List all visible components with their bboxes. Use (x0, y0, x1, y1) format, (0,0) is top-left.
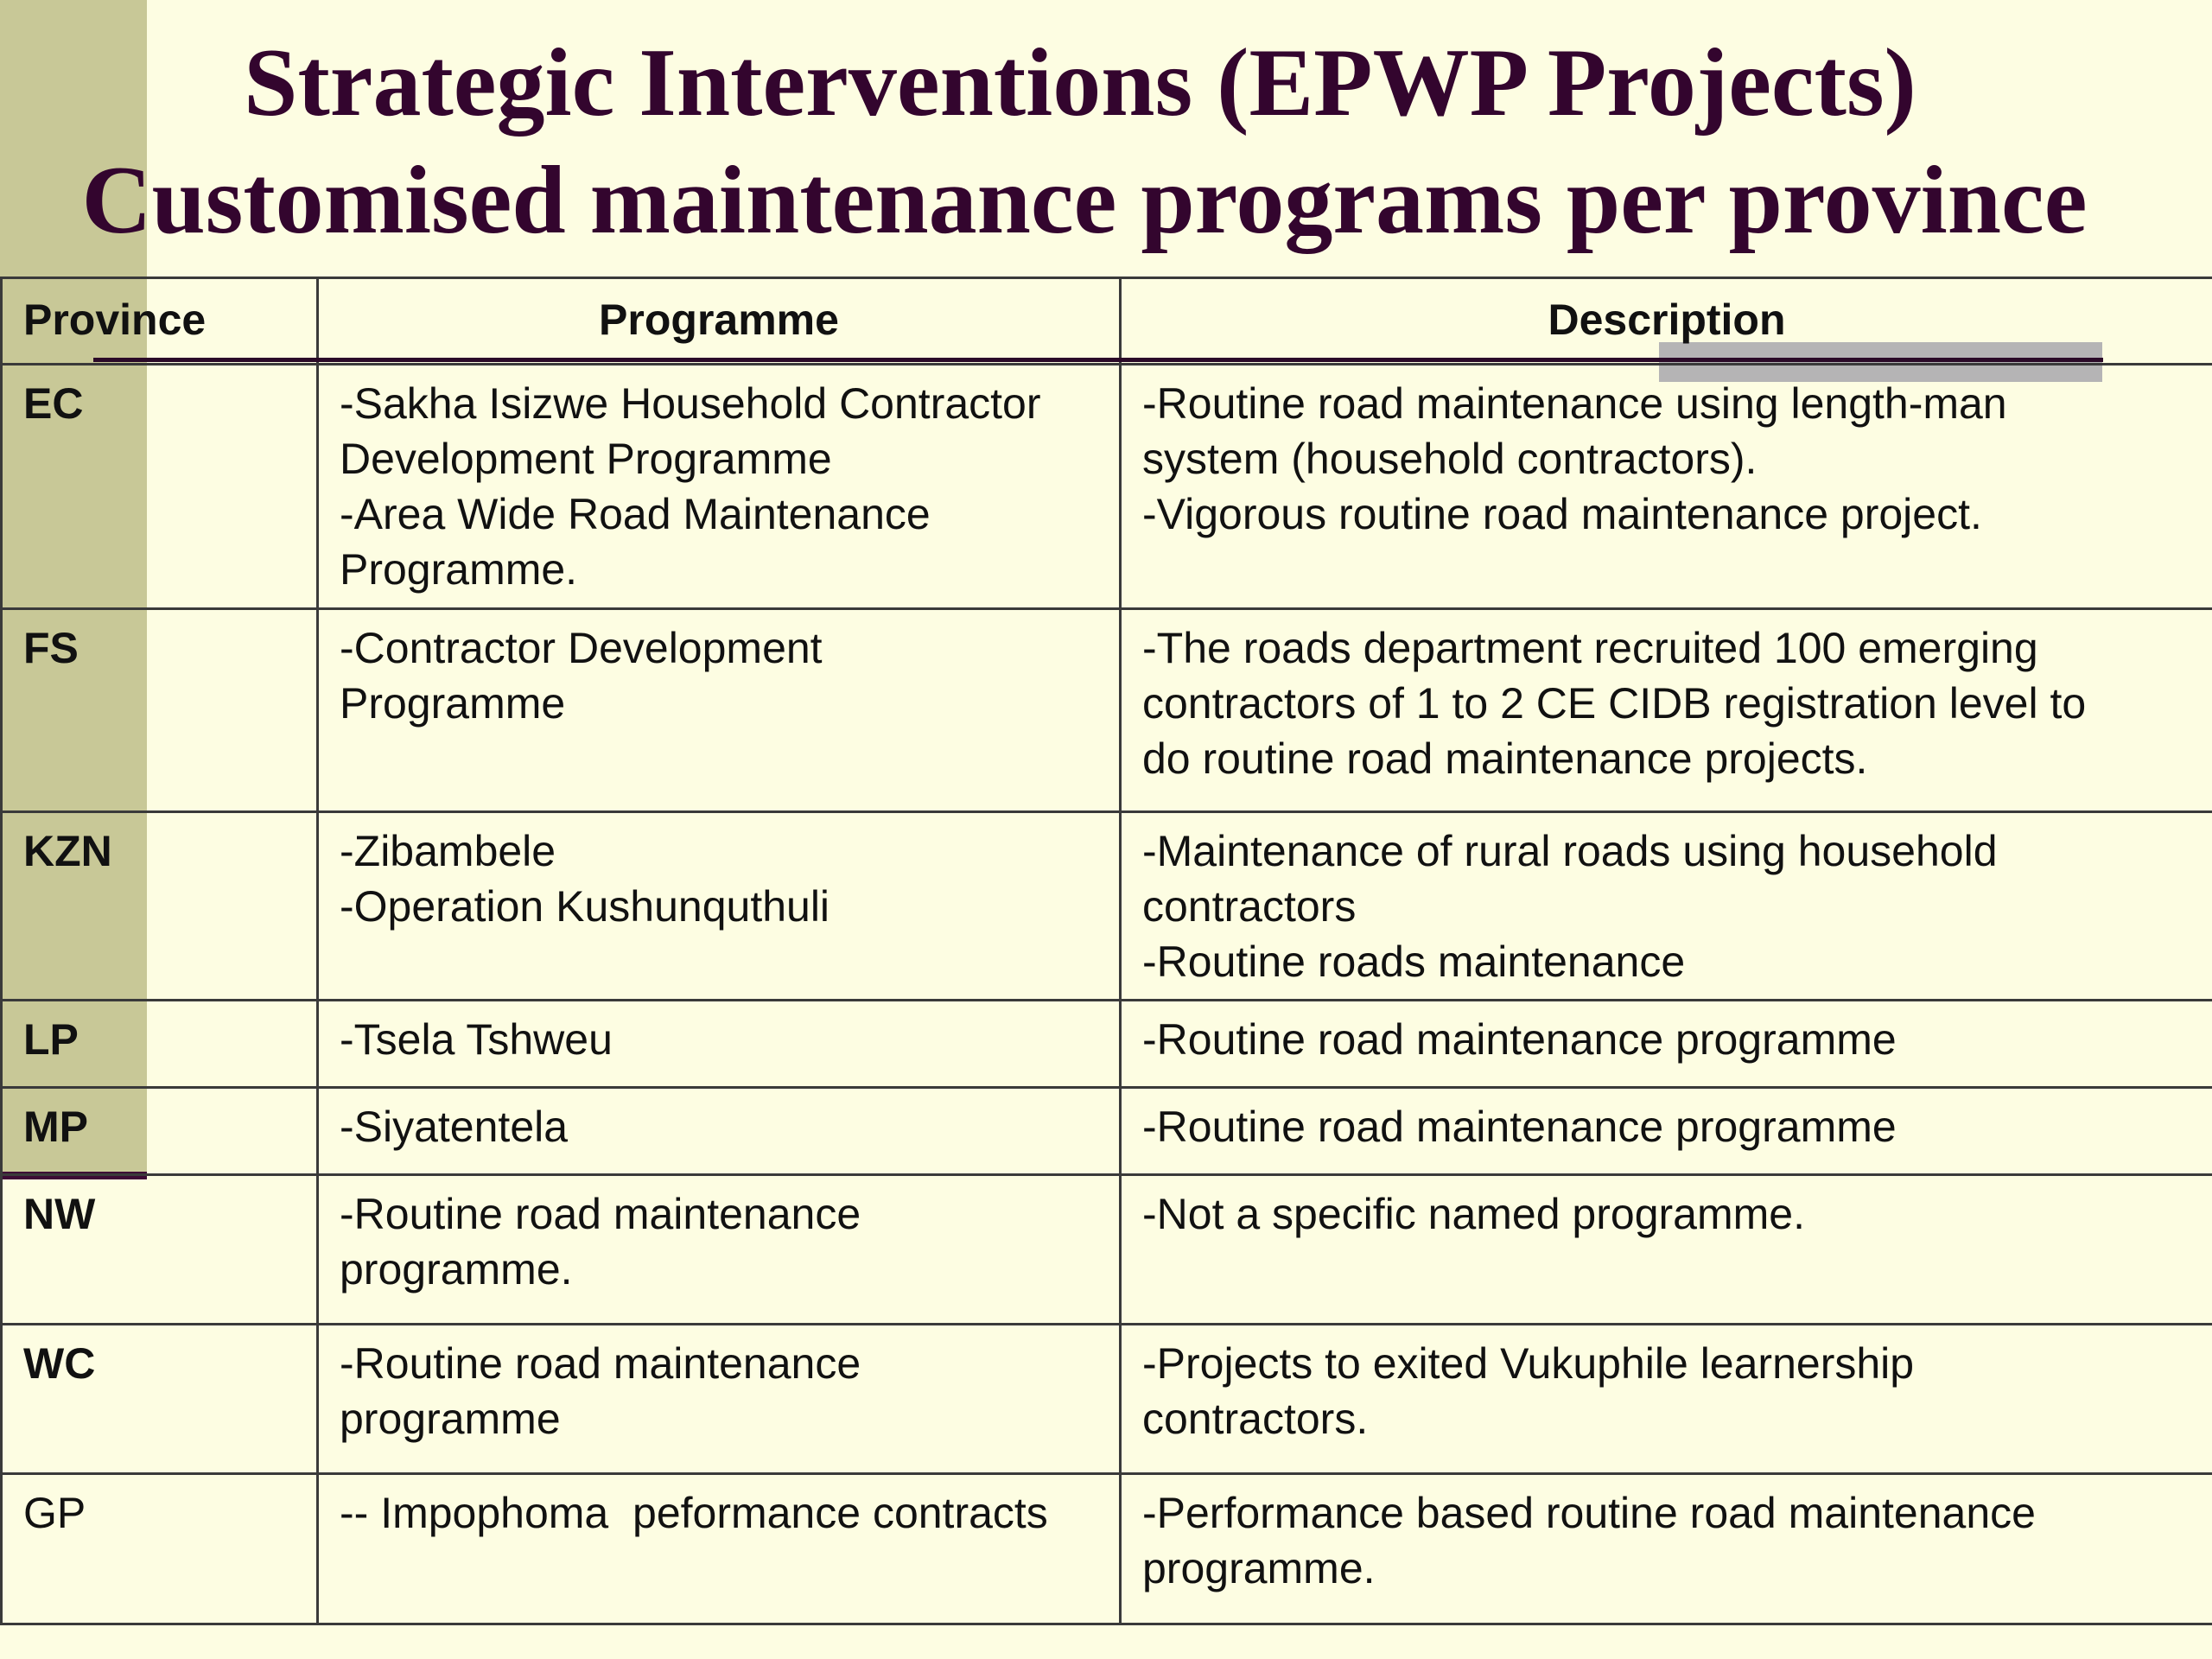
table-row (2, 609, 2212, 812)
description-line: system (household contractors). (1142, 435, 1758, 483)
cell-programme (318, 1325, 1121, 1474)
description-line: -Routine roads maintenance (1142, 938, 1686, 986)
programme-line: -Operation Kushunquthuli (340, 882, 830, 931)
programme-line: -Sakha Isizwe Household Contractor (340, 379, 1041, 428)
programme-line: -Area Wide Road Maintenance (340, 490, 931, 538)
header-underline-rule (93, 358, 2103, 362)
table-row (2, 1001, 2212, 1088)
cell-province: EC (2, 365, 318, 609)
programme-line: -Zibambele (340, 827, 556, 875)
table-row (2, 1088, 2212, 1175)
cell-programme (318, 812, 1121, 1001)
cell-description (1121, 1088, 2212, 1175)
header-description: Description (1121, 278, 2212, 365)
cell-programme (318, 1001, 1121, 1088)
programme-line: -Routine road maintenance (340, 1190, 861, 1238)
cell-description (1121, 1175, 2212, 1325)
programme-line: Development Programme (340, 435, 832, 483)
cell-description (1121, 609, 2212, 812)
cell-province: WC (2, 1325, 318, 1474)
cell-province: NW (2, 1175, 318, 1325)
table-row (2, 365, 2212, 609)
table-header-row (2, 278, 2212, 365)
cell-programme (318, 609, 1121, 812)
programme-line: -Routine road maintenance (340, 1339, 861, 1388)
cell-programme (318, 1175, 1121, 1325)
description-line: -Routine road maintenance programme (1142, 1015, 1897, 1064)
cell-province: KZN (2, 812, 318, 1001)
description-line: do routine road maintenance projects. (1142, 734, 1868, 783)
description-line: -Maintenance of rural roads using household (1142, 827, 1998, 875)
description-line: -The roads department recruited 100 emerging (1142, 624, 2038, 672)
table-body (2, 365, 2212, 1624)
description-line: -Not a specific named programme. (1142, 1190, 1805, 1238)
programme-line: Programme. (340, 545, 578, 594)
programme-line: Programme (340, 679, 566, 728)
header-province: Province (2, 278, 318, 365)
cell-province: MP (2, 1088, 318, 1175)
programme-line: programme (340, 1395, 561, 1443)
slide-title-line-1: Strategic Interventions (EPWP Projects) (244, 29, 1916, 137)
programme-line: -Tsela Tshweu (340, 1015, 613, 1064)
cell-province: FS (2, 609, 318, 812)
cell-programme (318, 365, 1121, 609)
table-row (2, 1175, 2212, 1325)
description-line: contractors (1142, 882, 1357, 931)
description-line: -Routine road maintenance programme (1142, 1103, 1897, 1151)
description-line: -Performance based routine road maintenance (1142, 1489, 2036, 1537)
table-row (2, 1325, 2212, 1474)
slide-title-line-2: Customised maintenance programs per province (81, 147, 2088, 254)
cell-programme (318, 1474, 1121, 1624)
cell-description (1121, 1474, 2212, 1624)
description-line: -Vigorous routine road maintenance project. (1142, 490, 1982, 538)
description-line: contractors. (1142, 1395, 1369, 1443)
programme-line: programme. (340, 1245, 573, 1294)
cell-province: GP (2, 1474, 318, 1624)
cell-description (1121, 812, 2212, 1001)
table-row (2, 1474, 2212, 1624)
header-programme: Programme (318, 278, 1121, 365)
cell-description (1121, 1325, 2212, 1474)
description-line: -Projects to exited Vukuphile learnership (1142, 1339, 1915, 1388)
programme-line: -Siyatentela (340, 1103, 569, 1151)
description-line: -Routine road maintenance using length-man (1142, 379, 2007, 428)
programme-line: -Contractor Development (340, 624, 823, 672)
table-row (2, 812, 2212, 1001)
programme-line: -- Impophoma peformance contracts (340, 1489, 1048, 1537)
description-line: programme. (1142, 1544, 1376, 1592)
cell-province: LP (2, 1001, 318, 1088)
cell-description (1121, 1001, 2212, 1088)
cell-description (1121, 365, 2212, 609)
province-programme-table (0, 276, 2212, 1625)
cell-programme (318, 1088, 1121, 1175)
description-line: contractors of 1 to 2 CE CIDB registration level to (1142, 679, 2087, 728)
